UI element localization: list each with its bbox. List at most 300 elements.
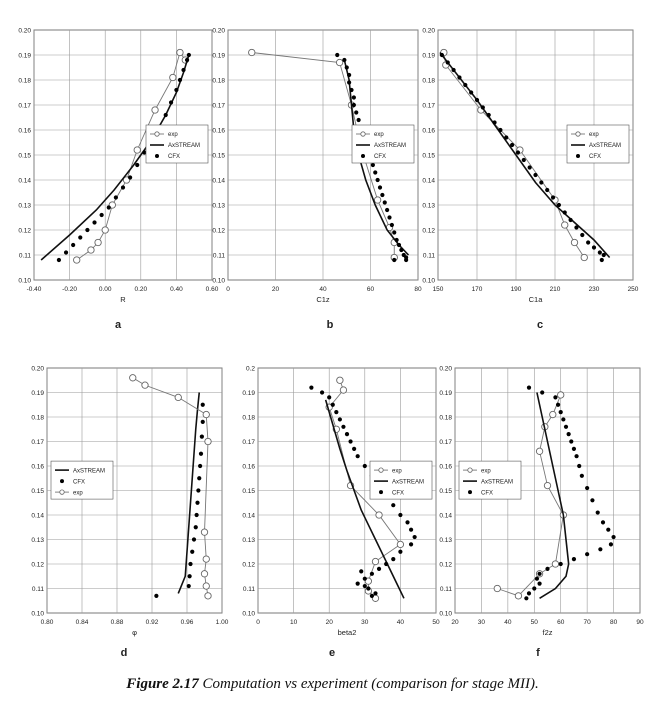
y-tick-label: 0.12 (31, 561, 44, 569)
x-tick-label: 50 (530, 619, 538, 626)
cfx-point (446, 60, 450, 64)
y-tick-label: 0.10 (212, 277, 225, 285)
cfx-point (188, 562, 192, 566)
legend-marker (379, 490, 383, 494)
x-tick-label: 60 (557, 619, 565, 626)
legend-entry-axstream: AxSTREAM (481, 479, 514, 486)
cfx-point (409, 528, 413, 532)
cfx-point (387, 215, 391, 219)
cfx-point (392, 230, 396, 234)
y-tick-label: 0.14 (439, 512, 452, 520)
legend-marker (155, 154, 159, 158)
legend-marker (576, 132, 580, 136)
legend (146, 125, 208, 163)
x-tick-label: 150 (432, 286, 444, 293)
cfx-point (181, 68, 185, 72)
y-tick-label: 0.19 (31, 389, 44, 397)
y-tick-label: 0.12 (242, 561, 255, 569)
x-tick-label: 40 (319, 286, 327, 293)
y-tick-label: 0.14 (31, 512, 44, 520)
cfx-point (121, 185, 125, 189)
cfx-point (475, 98, 479, 102)
cfx-point (354, 110, 358, 114)
legend-entry-cfx: CFX (481, 490, 493, 497)
exp-point (88, 247, 94, 253)
x-axis-label: φ (132, 628, 137, 637)
exp-point (95, 239, 101, 245)
cfx-point (201, 420, 205, 424)
cfx-point (535, 577, 539, 581)
cfx-point (345, 432, 349, 436)
cfx-point (577, 464, 581, 468)
caption-label: Figure 2.17 (126, 676, 203, 692)
legend-marker (361, 154, 365, 158)
y-tick-label: 0.16 (242, 463, 255, 471)
exp-point (152, 107, 158, 113)
cfx-point (356, 582, 360, 586)
chart-panel-b (212, 27, 422, 331)
x-tick-label: 0 (226, 286, 230, 293)
cfx-point (563, 210, 567, 214)
exp-point (372, 558, 378, 564)
legend-marker (468, 468, 472, 472)
x-tick-label: 70 (583, 619, 591, 626)
legend-entry-exp: exp (168, 132, 178, 139)
cfx-point (85, 228, 89, 232)
y-tick-label: 0.14 (212, 177, 225, 185)
cfx-point (606, 528, 610, 532)
y-tick-label: 0.13 (31, 536, 44, 544)
cfx-point (516, 150, 520, 154)
cfx-point (580, 233, 584, 237)
cfx-point (366, 586, 370, 590)
legend-entry-cfx: CFX (374, 154, 386, 161)
chart-panel-d (31, 365, 228, 659)
cfx-point (487, 113, 491, 117)
cfx-point (114, 195, 118, 199)
x-tick-label: 50 (432, 619, 440, 626)
exp-point (102, 227, 108, 233)
y-tick-label: 0.15 (439, 487, 452, 495)
y-tick-label: 0.16 (31, 463, 44, 471)
cfx-point (527, 386, 531, 390)
chart-panel-f (439, 365, 644, 659)
cfx-point (390, 223, 394, 227)
chart-panel-e (242, 365, 440, 659)
cfx-point (363, 577, 367, 581)
y-tick-label: 0.12 (18, 227, 31, 235)
cfx-point (395, 238, 399, 242)
cfx-point (377, 567, 381, 571)
exp-point (536, 448, 542, 454)
panel-letter: d (120, 647, 128, 659)
cfx-point (352, 95, 356, 99)
figure-caption (0, 676, 665, 693)
cfx-point (378, 185, 382, 189)
x-tick-label: 90 (636, 619, 644, 626)
cfx-point (504, 135, 508, 139)
legend-entry-axstream: AxSTREAM (392, 479, 425, 486)
cfx-point (376, 178, 380, 182)
cfx-point (331, 403, 335, 407)
y-tick-label: 0.19 (422, 52, 435, 60)
y-tick-label: 0.17 (212, 102, 225, 110)
cfx-point (185, 58, 189, 62)
exp-point (175, 394, 181, 400)
x-tick-label: 80 (609, 619, 618, 626)
y-tick-label: 0.17 (31, 438, 44, 446)
cfx-point (398, 513, 402, 517)
cfx-point (481, 105, 485, 109)
cfx-point (178, 78, 182, 82)
y-tick-label: 0.12 (439, 561, 452, 569)
exp-point (201, 529, 207, 535)
legend (370, 461, 432, 499)
cfx-point (357, 118, 361, 122)
cfx-point (452, 68, 456, 72)
cfx-point (356, 454, 360, 458)
chart-panel-c (422, 27, 638, 331)
legend-entry-cfx: CFX (73, 479, 85, 486)
exp-point (544, 482, 550, 488)
cfx-point (195, 513, 199, 517)
cfx-point (527, 591, 531, 595)
legend-entry-cfx: CFX (392, 490, 404, 497)
x-tick-label: 0.80 (40, 619, 54, 626)
cfx-point (524, 596, 528, 600)
y-tick-label: 0.10 (422, 277, 435, 285)
cfx-point (92, 220, 96, 224)
cfx-point (347, 80, 351, 84)
x-tick-label: 60 (366, 286, 375, 293)
cfx-point (602, 253, 606, 257)
legend-entry-axstream: AxSTREAM (168, 143, 201, 150)
x-tick-label: 0.20 (134, 286, 148, 293)
cfx-point (561, 417, 565, 421)
exp-point (203, 411, 209, 417)
x-tick-label: 0.60 (205, 286, 219, 293)
legend-entry-axstream: AxSTREAM (374, 143, 407, 150)
exp-point (205, 593, 211, 599)
x-axis-label: C1a (528, 295, 543, 304)
panel-letter: e (328, 647, 336, 659)
x-tick-label: 30 (361, 619, 369, 626)
y-tick-label: 0.17 (18, 102, 31, 110)
exp-point (134, 147, 140, 153)
legend (51, 461, 113, 499)
y-tick-label: 0.15 (18, 152, 31, 160)
cfx-point (580, 474, 584, 478)
y-tick-label: 0.14 (422, 177, 435, 185)
y-tick-label: 0.11 (422, 252, 435, 260)
y-tick-label: 0.15 (31, 487, 44, 495)
y-tick-label: 0.15 (422, 152, 435, 160)
x-tick-label: 0.96 (180, 619, 194, 626)
exp-point (552, 561, 558, 567)
cfx-point (391, 503, 395, 507)
cfx-point (370, 594, 374, 598)
x-axis-label: R (120, 295, 126, 304)
cfx-point (71, 243, 75, 247)
cfx-point (498, 128, 502, 132)
x-tick-label: 0.92 (145, 619, 159, 626)
cfx-point (391, 557, 395, 561)
legend-marker (361, 132, 365, 136)
y-tick-label: 0.12 (422, 227, 435, 235)
y-tick-label: 0.18 (242, 414, 255, 422)
cfx-point (380, 193, 384, 197)
cfx-point (373, 170, 377, 174)
y-tick-label: 0.13 (212, 202, 225, 210)
y-tick-label: 0.11 (439, 585, 452, 593)
y-tick-label: 0.20 (212, 27, 225, 35)
cfx-point (198, 464, 202, 468)
exp-point (562, 222, 568, 228)
cfx-point (559, 562, 563, 566)
cfx-point (545, 567, 549, 571)
cfx-point (64, 250, 68, 254)
x-tick-label: 20 (325, 619, 333, 626)
x-tick-label: -0.40 (26, 286, 42, 293)
cfx-point (338, 417, 342, 421)
cfx-point (347, 73, 351, 77)
x-tick-label: 0.40 (170, 286, 183, 293)
panel-letter: c (536, 319, 544, 331)
panel-letter: a (114, 319, 122, 331)
x-tick-label: 190 (510, 286, 522, 293)
exp-point (74, 257, 80, 263)
exp-point (494, 585, 500, 591)
cfx-point (385, 208, 389, 212)
cfx-point (574, 454, 578, 458)
cfx-point (572, 447, 576, 451)
cfx-point (201, 403, 205, 407)
cfx-point (197, 476, 201, 480)
y-tick-label: 0.11 (242, 585, 255, 593)
y-tick-label: 0.20 (18, 27, 31, 35)
exp-point (201, 571, 207, 577)
cfx-point (585, 552, 589, 556)
cfx-point (187, 53, 191, 57)
legend-entry-exp: exp (392, 468, 402, 475)
cfx-point (551, 195, 555, 199)
y-tick-label: 0.19 (242, 389, 255, 397)
legend-entry-exp: exp (374, 132, 384, 139)
cfx-point (405, 520, 409, 524)
cfx-point (154, 594, 158, 598)
exp-point (337, 377, 343, 383)
y-tick-label: 0.14 (18, 177, 31, 185)
y-tick-label: 0.2 (245, 365, 255, 373)
x-tick-label: 0 (256, 619, 260, 626)
y-tick-label: 0.16 (422, 127, 435, 135)
y-tick-label: 0.19 (18, 52, 31, 60)
cfx-point (188, 574, 192, 578)
legend (459, 461, 521, 499)
cfx-point (128, 175, 132, 179)
cfx-point (556, 403, 560, 407)
x-axis-label: f2z (542, 628, 553, 637)
cfx-point (553, 395, 557, 399)
cfx-point (192, 537, 196, 541)
legend-entry-cfx: CFX (589, 154, 601, 161)
x-tick-label: -0.20 (62, 286, 78, 293)
y-tick-label: 0.14 (242, 512, 255, 520)
cfx-point (371, 163, 375, 167)
cfx-point (78, 235, 82, 239)
cfx-point (383, 200, 387, 204)
cfx-point (569, 218, 573, 222)
cfx-point (413, 535, 417, 539)
x-tick-label: 0.84 (75, 619, 89, 626)
cfx-point (320, 390, 324, 394)
cfx-point (174, 88, 178, 92)
exp-point (340, 387, 346, 393)
cfx-point (392, 258, 396, 262)
exp-point (142, 382, 148, 388)
cfx-point (585, 486, 589, 490)
x-tick-label: 0.00 (98, 286, 112, 293)
cfx-point (469, 90, 473, 94)
exp-point (205, 438, 211, 444)
cfx-point (107, 205, 111, 209)
exp-point (336, 59, 342, 65)
cfx-point (557, 203, 561, 207)
x-tick-label: 40 (396, 619, 405, 626)
cfx-point (100, 213, 104, 217)
x-tick-label: 30 (477, 619, 486, 626)
exp-point (581, 254, 587, 260)
exp-point (558, 392, 564, 398)
cfx-point (345, 65, 349, 69)
cfx-point (363, 584, 367, 588)
y-tick-label: 0.11 (18, 252, 31, 260)
cfx-point (199, 452, 203, 456)
cfx-point (540, 390, 544, 394)
panel-letter: f (536, 647, 540, 659)
legend-marker (60, 490, 64, 494)
cfx-point (342, 58, 346, 62)
exp-point (550, 411, 556, 417)
y-tick-label: 0.10 (242, 610, 255, 618)
y-tick-label: 0.20 (422, 27, 435, 35)
cfx-point (601, 520, 605, 524)
cfx-point (195, 501, 199, 505)
cfx-point (572, 557, 576, 561)
legend-marker (576, 154, 580, 158)
cfx-point (397, 243, 401, 247)
legend-marker (468, 490, 472, 494)
cfx-point (510, 143, 514, 147)
x-tick-label: 20 (271, 286, 280, 293)
x-tick-label: 10 (289, 619, 298, 626)
y-tick-label: 0.18 (18, 77, 31, 85)
cfx-point (559, 410, 563, 414)
y-tick-label: 0.11 (31, 585, 44, 593)
cfx-point (200, 435, 204, 439)
cfx-point (348, 439, 352, 443)
y-tick-label: 0.19 (439, 389, 452, 397)
y-tick-label: 0.10 (31, 610, 44, 618)
y-tick-label: 0.16 (18, 127, 31, 135)
cfx-point (384, 562, 388, 566)
x-tick-label: 170 (471, 286, 483, 293)
cfx-point (590, 498, 594, 502)
y-tick-label: 0.16 (212, 127, 225, 135)
cfx-point (440, 53, 444, 57)
cfx-point (363, 464, 367, 468)
y-tick-label: 0.18 (439, 414, 452, 422)
y-tick-label: 0.19 (212, 52, 225, 60)
cfx-point (349, 88, 353, 92)
x-tick-label: 250 (627, 286, 639, 293)
exp-point (249, 49, 255, 55)
legend-entry-exp: exp (73, 490, 83, 497)
cfx-point (600, 258, 604, 262)
cfx-point (592, 245, 596, 249)
legend-entry-exp: exp (481, 468, 491, 475)
cfx-point (190, 550, 194, 554)
cfx-point (164, 113, 168, 117)
legend (567, 125, 629, 163)
cfx-point (533, 173, 537, 177)
cfx-point (352, 103, 356, 107)
cfx-point (194, 525, 198, 529)
cfx-point (598, 547, 602, 551)
x-tick-label: 40 (504, 619, 512, 626)
y-tick-label: 0.17 (422, 102, 435, 110)
legend (352, 125, 414, 163)
exp-point (177, 49, 183, 55)
y-tick-label: 0.16 (439, 463, 452, 471)
exp-point (515, 593, 521, 599)
legend-marker (155, 132, 159, 136)
cfx-point (569, 439, 573, 443)
exp-point (571, 239, 577, 245)
cfx-point (309, 386, 313, 390)
legend-entry-exp: exp (589, 132, 599, 139)
cfx-point (567, 432, 571, 436)
cfx-point (341, 425, 345, 429)
caption-text: Computation vs experiment (comparison for stage MII). (202, 676, 539, 692)
cfx-point (574, 225, 578, 229)
x-axis-label: beta2 (337, 628, 357, 637)
cfx-point (545, 188, 549, 192)
cfx-point (596, 510, 600, 514)
cfx-point (598, 250, 602, 254)
y-tick-label: 0.13 (18, 202, 31, 210)
cfx-point (609, 542, 613, 546)
cfx-point (135, 163, 139, 167)
x-tick-label: 1.00 (215, 619, 229, 626)
exp-point (203, 556, 209, 562)
legend-marker (60, 479, 64, 483)
x-tick-label: 80 (414, 286, 422, 293)
cfx-point (409, 542, 413, 546)
x-axis-label: C1z (316, 295, 330, 304)
legend-entry-axstream: AxSTREAM (589, 143, 622, 150)
cfx-point (370, 572, 374, 576)
cfx-point (586, 240, 590, 244)
y-tick-label: 0.11 (212, 252, 225, 260)
cfx-point (537, 582, 541, 586)
y-tick-label: 0.17 (439, 438, 452, 446)
legend-entry-axstream: AxSTREAM (73, 468, 106, 475)
legend-entry-cfx: CFX (168, 154, 180, 161)
y-tick-label: 0.18 (212, 77, 225, 85)
cfx-point (399, 248, 403, 252)
exp-point (130, 375, 136, 381)
